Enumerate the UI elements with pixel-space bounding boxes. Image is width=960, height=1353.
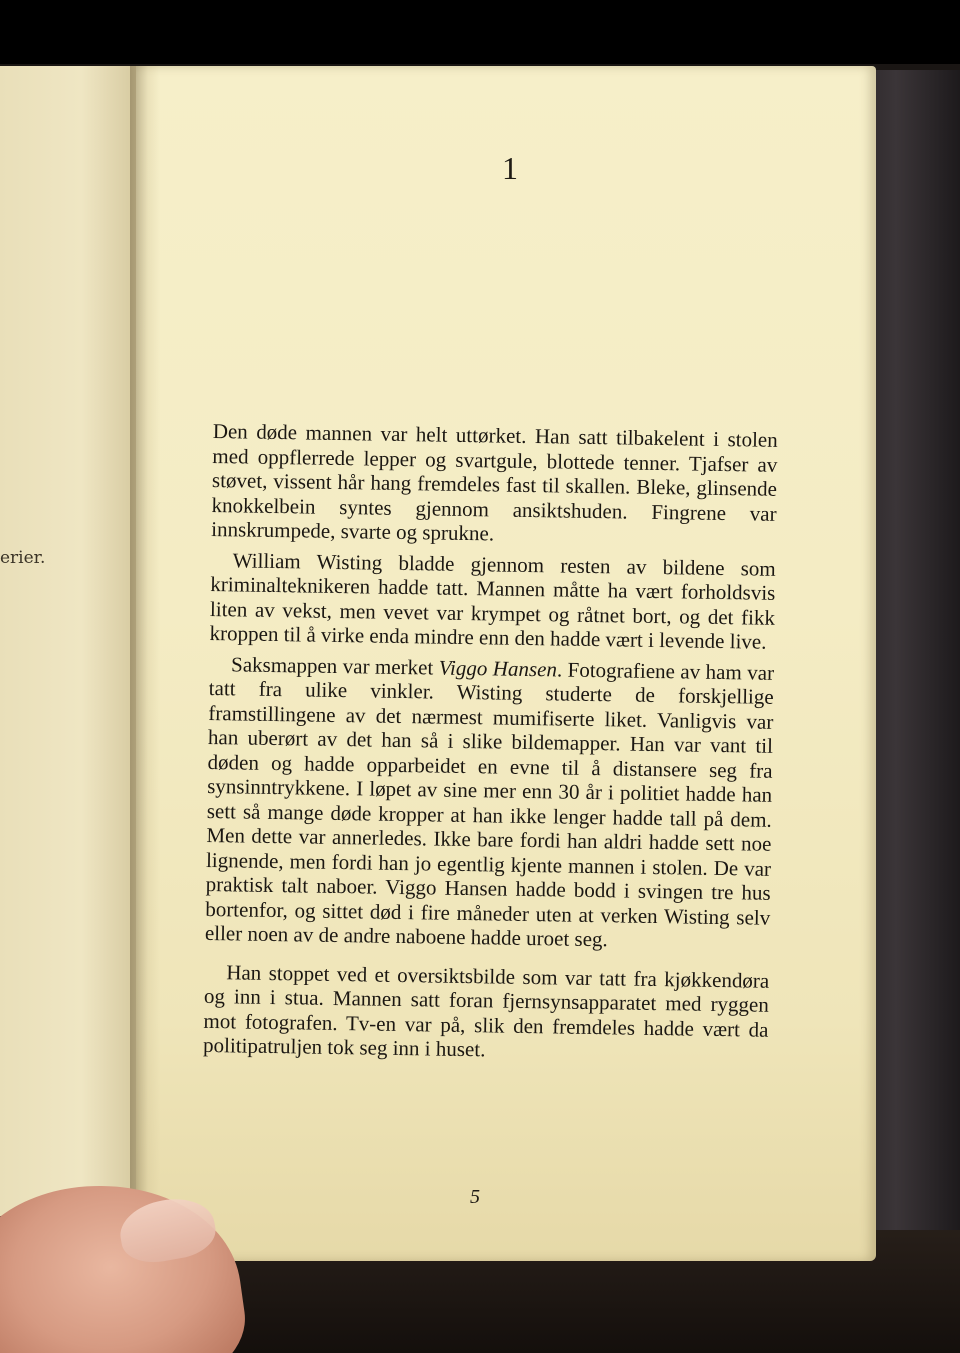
paragraph-1: Den døde mannen var helt uttørket. Han satt tilbakelent i stolen med oppflerrede lepper og svartgule, blottede tenner. Tjafser av støvet, vissent hår hang fremdeles fast til skallen. Bleke, glinsende knokkelbein syntes gjennom ansiktshuden. Fingrene var innskrumpede, svarte og sprukne. <box>211 419 778 546</box>
body-text <box>203 419 778 1072</box>
page-gutter-shadow <box>130 66 160 1226</box>
case-name-italic: Viggo Hansen <box>438 655 558 681</box>
paragraph-2: William Wisting bladde gjennom resten av bildene som kriminalteknikeren hadde tatt. Mannen måtte ha vært forholdsvis liten av vekst, men vevet var krympet og råtnet bort, og det fikk kroppen til å virke enda mindre enn den hadde vært i levende live. <box>209 547 776 654</box>
paragraph-3-rest: . Fotografiene av ham var tatt fra ulike vinkler. Wisting studerte de forskjellige framstillingene av det nærmest mumifiserte liket. Vanligvis var han uberørt av det han så i slike bildemapper. Han var vant til døden og hadde opparbeidet en evne til å distansere seg fra synsinntrykkene. I løpet av sine mer enn 30 år i politiet hadde han sett så mange døde kropper at han ikke lenger hadde tall på dem. Men dette var annerledes. Ikke bare fordi han aldri hadde sett noe lignende, men fordi han jo egentlig kjente mannen i stolen. De var praktisk talt naboer. Viggo Hansen hadde bodd i svingen tre hus bortenfor, og sittet død i fire måneder uten at verken Wisting selv eller noen av de andre naboene hadde uroet seg. <box>204 656 775 952</box>
paragraph-3-start: Saksmappen var merket <box>230 651 439 680</box>
paragraph-4: Han stoppet ved et oversiktsbilde som var tatt fra kjøkkendøra og inn i stua. Mannen satt foran fjernsynsapparatet med ryggen mot fotografen. Tv-en var på, slik den fremdeles hadde vært da politipatruljen tok seg inn i huset. <box>202 959 770 1062</box>
page-number: 5 <box>470 1186 480 1208</box>
left-page <box>0 66 148 1216</box>
left-page-text-fragment: erier. <box>0 548 46 568</box>
top-black-bar <box>0 0 960 64</box>
paragraph-3 <box>205 651 775 954</box>
chapter-number: 1 <box>502 150 518 186</box>
